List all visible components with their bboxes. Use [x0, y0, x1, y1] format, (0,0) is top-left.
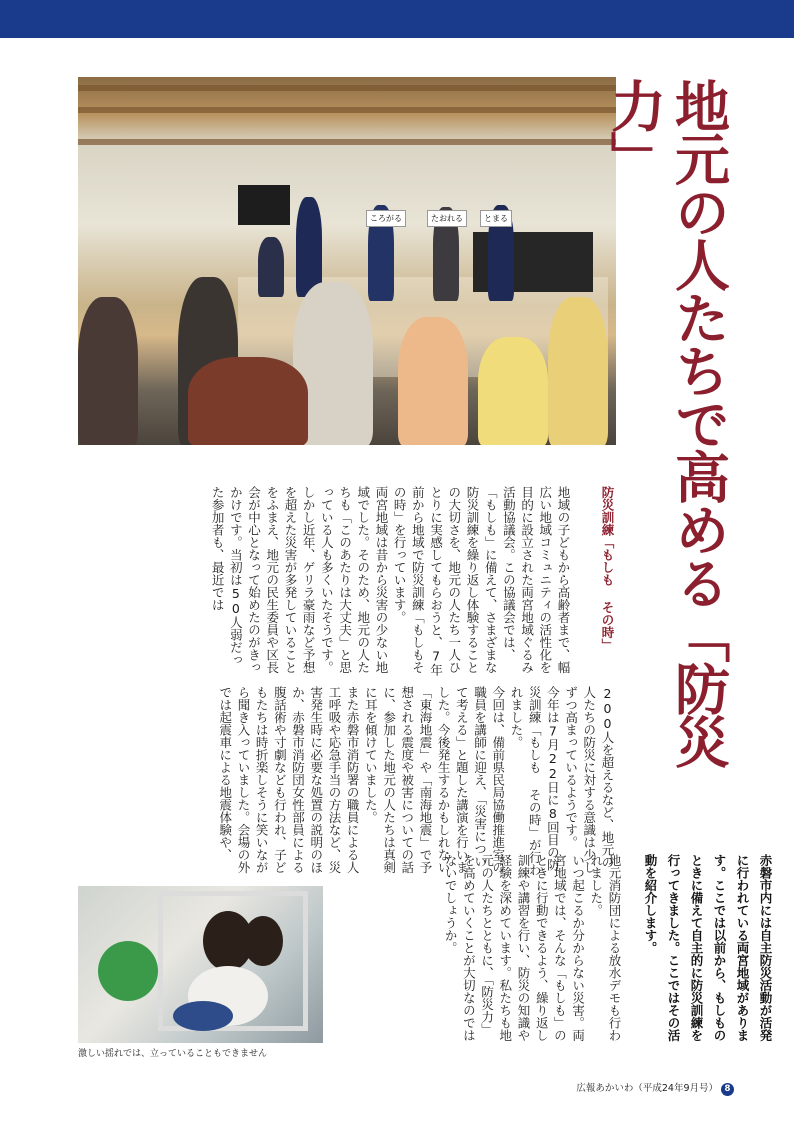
top-banner [0, 0, 794, 38]
television-shape [238, 185, 290, 225]
publication-name: 広報あかいわ（平成24年9月号） [576, 1083, 718, 1094]
body-text-lower: 地元消防団による放水デモも行われました。 いつ起こるか分からない災害。両宮地域では、そんな「もしも」のときに行動できるよう、繰り返し訓練や講習を行い、防災の知識や経験を深めています。私たちも地元の人たちとともに、「防災力」を高めていくことが大切なのではないでしょうか。 [443, 854, 622, 1042]
body-text-middle: 200人を超えるなど、地元の人たちの防災に対する意識は少しずつ高まっているようです。 今年は7月22日に8回目の防災訓練「もしも その時」が行われました。 今回は、備前県民局協働推進室の職員を講師に迎え、「災害について考える」と題した講演を行いました。今後発生するかもしれない「東海地震」や「南海地震」で予想される震度や被害についての話に、参加した地元の人たちは真剣に耳を傾けていました。 また赤磐市消防署の職員による人工呼吸や応急手当の方法など、災害発生時に必要な処置の説明のほか、赤磐市消防団女性部員による腹話術や寸劇なども行われ、子どもたちは時折楽しそうに笑いながら聞き入っていました。会場の外では起震車による地震体験や、 [217, 686, 615, 876]
page-title: 地元の人たちで高める「防災力」 [602, 78, 730, 767]
section-subheading: 防災訓練「もしも その時」 [600, 486, 615, 651]
drill-hall-photo [78, 77, 616, 445]
body-text-upper: 地域の子どもから高齢者まで、幅広い地域コミュニティの活性化を目的に設立された両宮地域ぐるみ活動協議会。この協議会では、「もしも」に備えて、さまざまな防災訓練を繰り返し体験することの大切さを、地元の人たち一人ひとりに実感してもらおうと、7年前から地域で防災訓練「もしもその時」を行っています。 両宮地域は昔から災害の少ない地域でした。そのため、地元の人たちも「このあたりは大丈夫」と思っている人も多くいたそうです。しかし近年、ゲリラ豪雨など予想を超えた災害が多発していることをふまえ、地元の民生委員や区長会が中心となって始めたのがきっかけです。当初は50人弱だった参加者も、最近では [210, 486, 571, 676]
earthquake-simulation-photo [78, 886, 323, 1043]
page-number: 8 [721, 1083, 734, 1096]
drill-card: とまる [480, 210, 512, 227]
lead-text: 赤磐市内には自主防災活動が活発に行われている両宮地域があります。ここでは以前から、もしものときに備えて自主的に防災訓練を行ってきました。ここではその活動を紹介します。 [643, 854, 773, 1042]
page-footer [576, 1080, 734, 1096]
drill-card: たおれる [427, 210, 467, 227]
drill-card: ころがる [366, 210, 406, 227]
photo-caption: 激しい揺れでは、立っていることもできません [78, 1049, 268, 1059]
